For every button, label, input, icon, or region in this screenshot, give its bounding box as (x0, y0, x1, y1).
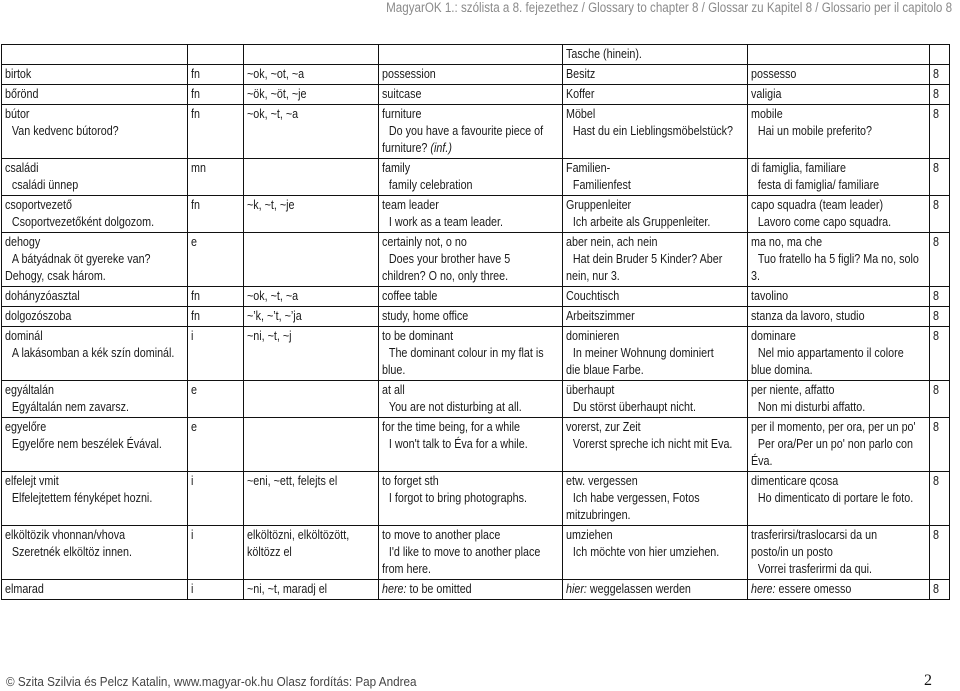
hu-term: elmarad (5, 582, 44, 596)
hu-example: Van kedvenc bútorod? (11, 124, 119, 138)
table-row (2, 233, 950, 287)
pos: mn (191, 161, 206, 175)
de-example: Ich möchte von hier umziehen. (572, 545, 720, 559)
chapter: 8 (933, 474, 939, 488)
pos: i (191, 474, 194, 488)
it-term: di famiglia, familiare (751, 161, 847, 175)
de-term: vorerst, zur Zeit (566, 420, 641, 434)
de-example: Vorerst spreche ich nicht mit Eva. (572, 437, 733, 451)
forms: ~eni, ~ett, felejts el (247, 474, 338, 488)
en-example: Do you have a favourite piece of (388, 124, 544, 138)
en-term: certainly not, o no (382, 235, 467, 249)
pos: e (191, 235, 197, 249)
running-header: MagyarOK 1.: szólista a 8. fejezethez / Glossary to chapter 8 / Glossar zu Kapitel 8 / Glossario per il capitolo 8 (386, 0, 952, 15)
hu-example: Elfelejtettem fényképet hozni. (11, 491, 153, 505)
pos: fn (191, 289, 200, 303)
en-term: to forget sth (382, 474, 439, 488)
it-example-cont: Éva. (751, 454, 773, 468)
it-term: mobile (751, 107, 783, 121)
table-row (2, 45, 950, 65)
de-example: In meiner Wohnung dominiert (572, 346, 714, 360)
forms-cont: költözz el (247, 545, 292, 559)
de-example: Du störst überhaupt nicht. (572, 400, 696, 414)
en-example: I won't talk to Éva for a while. (388, 437, 528, 451)
en-example: family celebration (388, 178, 473, 192)
forms: ~ok, ~t, ~a (247, 107, 299, 121)
copyright-text: © Szita Szilvia és Pelcz Katalin, www.magyar-ok.hu Olasz fordítás: Pap Andrea (6, 674, 417, 689)
chapter: 8 (933, 309, 939, 323)
it-usage-label: here: (751, 582, 776, 596)
de-example-cont: die blaue Farbe. (566, 363, 644, 377)
de-term: dominieren (566, 329, 620, 343)
table-row (2, 287, 950, 307)
it-example: Tuo fratello ha 5 figli? Ma no, solo (757, 252, 919, 266)
de-term: Möbel (566, 107, 596, 121)
hu-term: családi (5, 161, 39, 175)
chapter: 8 (933, 528, 939, 542)
it-term: trasferirsi/traslocarsi da un (751, 528, 878, 542)
de-example: Ich arbeite als Gruppenleiter. (572, 215, 711, 229)
de-usage-label: hier: (566, 582, 587, 596)
de-term: aber nein, ach nein (566, 235, 658, 249)
de-term: Familien- (566, 161, 611, 175)
hu-term: elfelejt vmit (5, 474, 59, 488)
hu-term: dominál (5, 329, 43, 343)
de-term: weggelassen werden (586, 582, 691, 596)
en-term: for the time being, for a while (382, 420, 521, 434)
pos: e (191, 383, 197, 397)
de-term: Koffer (566, 87, 595, 101)
it-term: dimenticare qcosa (751, 474, 839, 488)
en-term: coffee table (382, 289, 438, 303)
de-example-cont: nein, nur 3. (566, 269, 620, 283)
de-term: Couchtisch (566, 289, 620, 303)
en-term: to be omitted (406, 582, 472, 596)
it-example: Ho dimenticato di portare le foto. (757, 491, 914, 505)
chapter: 8 (933, 329, 939, 343)
hu-term: dohányzóasztal (5, 289, 80, 303)
pos: i (191, 582, 194, 596)
de-term: Besitz (566, 67, 596, 81)
forms: ~ni, ~t, ~j (247, 329, 292, 343)
de-term: etw. vergessen (566, 474, 638, 488)
forms: ~ni, ~t, maradj el (247, 582, 328, 596)
it-example: Non mi disturbi affatto. (757, 400, 866, 414)
en-term: possession (382, 67, 436, 81)
table-row (2, 526, 950, 580)
hu-example: Szeretnék elköltöz innen. (11, 545, 132, 559)
de-term: umziehen (566, 528, 613, 542)
hu-term: dolgozószoba (5, 309, 72, 323)
de-example: Familienfest (572, 178, 631, 192)
it-example: Lavoro come capo squadra. (757, 215, 892, 229)
table-row (2, 105, 950, 159)
it-example-cont: 3. (751, 269, 760, 283)
it-example-cont: blue domina. (751, 363, 813, 377)
chapter: 8 (933, 67, 939, 81)
chapter: 8 (933, 107, 939, 121)
pos: fn (191, 67, 200, 81)
en-example: I forgot to bring photographs. (388, 491, 527, 505)
table-row (2, 159, 950, 196)
de-example: Ich habe vergessen, Fotos (572, 491, 700, 505)
forms: elköltözni, elköltözött, (247, 528, 350, 542)
table-row (2, 85, 950, 105)
it-term: per niente, affatto (751, 383, 835, 397)
it-term: possesso (751, 67, 797, 81)
page-footer (0, 672, 960, 691)
de-example: Hast du ein Lieblingsmöbelstück? (572, 124, 734, 138)
en-example: The dominant colour in my flat is (388, 346, 544, 360)
chapter: 8 (933, 289, 939, 303)
de-example: Tasche (hinein). (566, 47, 642, 61)
hu-example: A lakásomban a kék szín dominál. (11, 346, 175, 360)
chapter: 8 (933, 87, 939, 101)
en-term: suitcase (382, 87, 422, 101)
en-term: team leader (382, 198, 439, 212)
hu-example: családi ünnep (11, 178, 79, 192)
de-example: Hat dein Bruder 5 Kinder? Aber (572, 252, 723, 266)
hu-example: Egyáltalán nem zavarsz. (11, 400, 130, 414)
en-example-cont: blue. (382, 363, 406, 377)
forms: ~’k, ~’t, ~’ja (247, 309, 302, 323)
it-term: valigia (751, 87, 782, 101)
it-term: dominare (751, 329, 796, 343)
de-example-cont: mitzubringen. (566, 508, 631, 522)
page-number: 2 (924, 672, 932, 689)
hu-term: dehogy (5, 235, 41, 249)
chapter: 8 (933, 235, 939, 249)
it-term: essere omesso (775, 582, 852, 596)
it-term: tavolino (751, 289, 789, 303)
en-example: I'd like to move to another place (388, 545, 541, 559)
en-example-cont: furniture? (inf.) (382, 141, 452, 155)
glossary-page (1, 44, 949, 600)
hu-term: egyáltalán (5, 383, 55, 397)
hu-term: egyelőre (5, 420, 47, 434)
hu-example: A bátyádnak öt gyereke van? (11, 252, 151, 266)
pos: i (191, 329, 194, 343)
pos: fn (191, 87, 200, 101)
en-example: You are not disturbing at all. (388, 400, 522, 414)
en-example-cont: children? O no, only three. (382, 269, 509, 283)
table-row (2, 327, 950, 381)
table-row (2, 580, 950, 600)
hu-example: Egyelőre nem beszélek Évával. (11, 437, 162, 451)
en-example: I work as a team leader. (388, 215, 504, 229)
chapter: 8 (933, 582, 939, 596)
hu-term: csoportvezető (5, 198, 72, 212)
table-row (2, 196, 950, 233)
table-row (2, 307, 950, 327)
chapter: 8 (933, 161, 939, 175)
en-term: at all (382, 383, 405, 397)
it-term: ma no, ma che (751, 235, 823, 249)
forms: ~k, ~t, ~je (247, 198, 295, 212)
en-term: family (382, 161, 411, 175)
hu-example: Csoportvezetőként dolgozom. (11, 215, 155, 229)
it-term: per il momento, per ora, per un po' (751, 420, 916, 434)
it-example: Hai un mobile preferito? (757, 124, 873, 138)
it-example: Vorrei trasferirmi da qui. (757, 562, 872, 576)
forms: ~ök, ~öt, ~je (247, 87, 307, 101)
chapter: 8 (933, 198, 939, 212)
hu-term: birtok (5, 67, 32, 81)
en-term: to be dominant (382, 329, 454, 343)
forms: ~ok, ~t, ~a (247, 289, 299, 303)
en-example: Does your brother have 5 (388, 252, 511, 266)
en-term: furniture (382, 107, 422, 121)
table-row (2, 65, 950, 85)
pos: i (191, 528, 194, 542)
table-row (2, 472, 950, 526)
it-term-cont: posto/in un posto (751, 545, 833, 559)
pos: e (191, 420, 197, 434)
it-example: Per ora/Per un po' non parlo con (757, 437, 913, 451)
hu-term: bútor (5, 107, 30, 121)
en-term: to move to another place (382, 528, 501, 542)
forms: ~ok, ~ot, ~a (247, 67, 305, 81)
en-usage-label: here: (382, 582, 407, 596)
en-term: study, home office (382, 309, 469, 323)
de-term: Gruppenleiter (566, 198, 632, 212)
table-row (2, 381, 950, 418)
it-term: stanza da lavoro, studio (751, 309, 865, 323)
hu-example-cont: Dehogy, csak három. (5, 269, 106, 283)
it-term: capo squadra (team leader) (751, 198, 884, 212)
hu-term: elköltözik vhonnan/vhova (5, 528, 126, 542)
en-example-cont: from here. (382, 562, 431, 576)
pos: fn (191, 198, 200, 212)
glossary-table (1, 44, 950, 600)
de-term: Arbeitszimmer (566, 309, 635, 323)
table-row (2, 418, 950, 472)
it-example: festa di famiglia/ familiare (757, 178, 880, 192)
chapter: 8 (933, 420, 939, 434)
it-example: Nel mio appartamento il colore (757, 346, 904, 360)
hu-term: bőrönd (5, 87, 39, 101)
de-term: überhaupt (566, 383, 615, 397)
chapter: 8 (933, 383, 939, 397)
pos: fn (191, 107, 200, 121)
pos: fn (191, 309, 200, 323)
